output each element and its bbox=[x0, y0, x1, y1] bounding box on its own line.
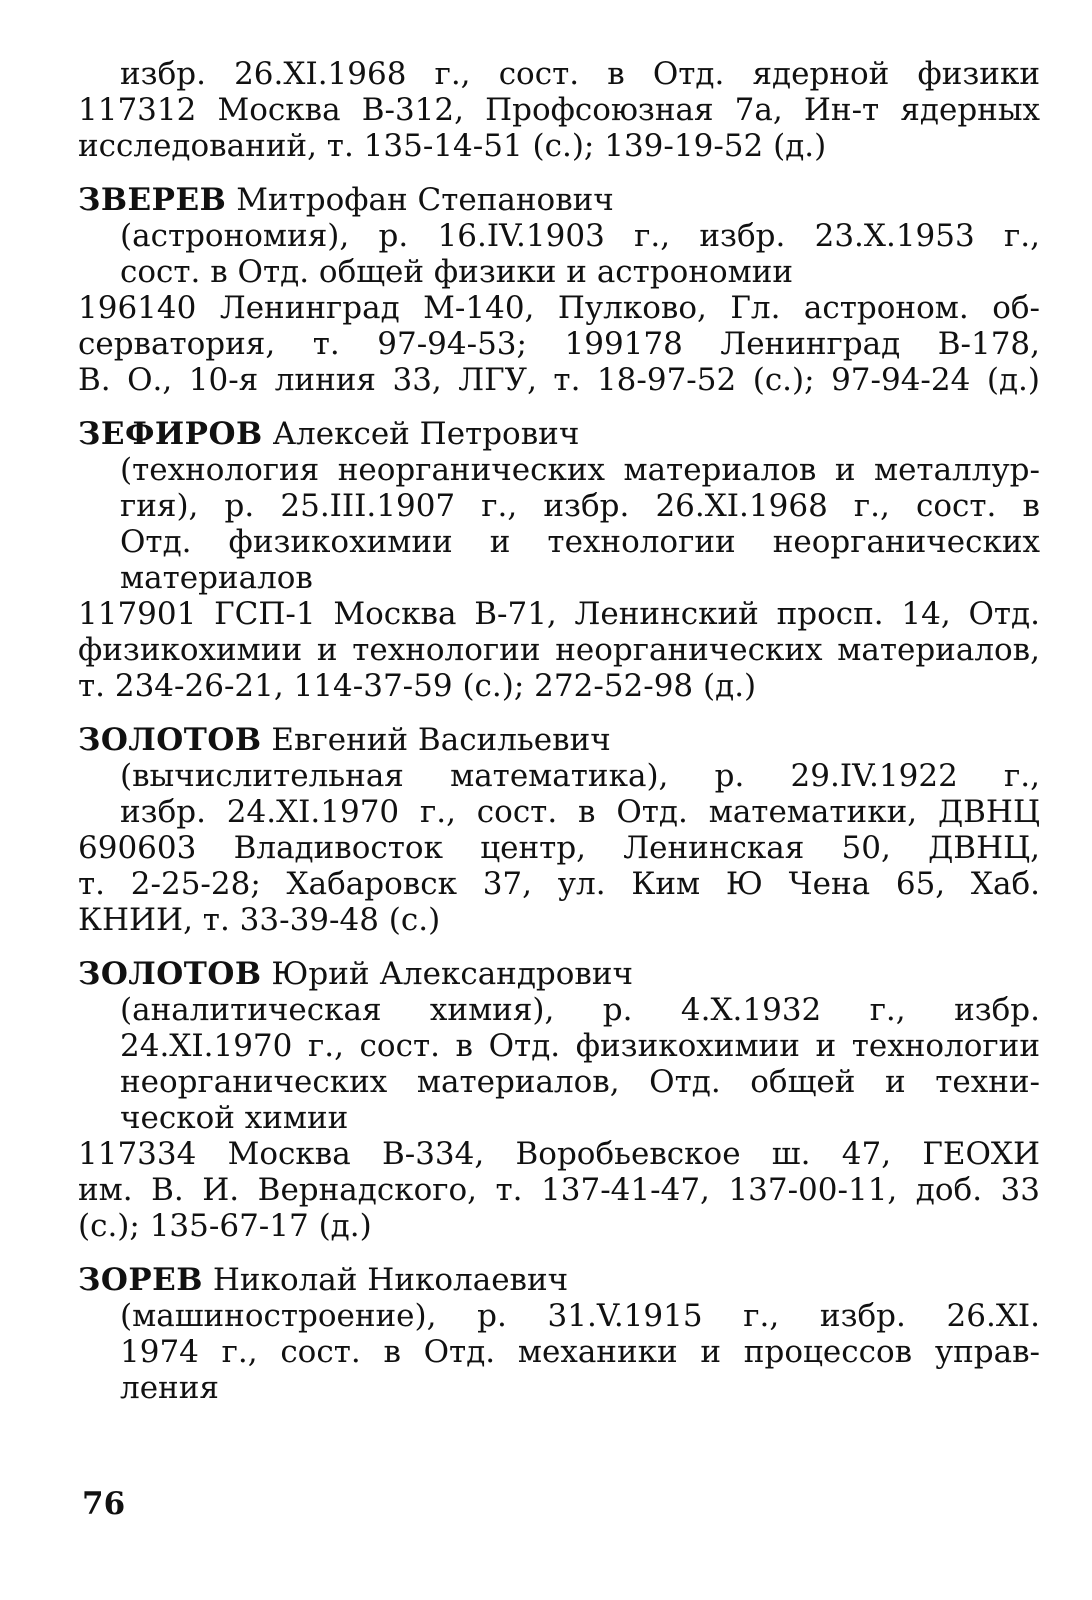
bio-line: 1974 г., сост. в Отд. механики и процессов управ- bbox=[120, 1334, 1040, 1370]
text-line: избр. 26.XI.1968 г., сост. в Отд. ядерной физики bbox=[120, 56, 1040, 92]
entry-heading bbox=[78, 956, 1040, 992]
address-line: (с.); 135-67-17 (д.) bbox=[78, 1208, 372, 1244]
address-line: 117334 Москва В-334, Воробьевское ш. 47, ГЕОХИ bbox=[78, 1136, 1040, 1172]
entry-given-names: Юрий Александрович bbox=[271, 956, 634, 992]
entry-heading bbox=[78, 416, 1040, 452]
page-number: 76 bbox=[82, 1486, 126, 1522]
directory-page bbox=[78, 56, 1040, 1406]
address-line: 690603 Владивосток центр, Ленинская 50, ДВНЦ, bbox=[78, 830, 1040, 866]
bio-line: (астрономия), р. 16.IV.1903 г., избр. 23.X.1953 г., bbox=[120, 218, 1040, 254]
directory-entry bbox=[78, 1262, 1040, 1406]
entry-given-names: Алексей Петрович bbox=[272, 416, 580, 452]
address-line: серватория, т. 97-94-53; 199178 Ленинград В-178, bbox=[78, 326, 1040, 362]
bio-line: гия), р. 25.III.1907 г., избр. 26.XI.1968 г., сост. в bbox=[120, 488, 1040, 524]
bio-line: избр. 24.XI.1970 г., сост. в Отд. математики, ДВНЦ bbox=[120, 794, 1040, 830]
entry-given-names: Митрофан Степанович bbox=[236, 182, 614, 218]
directory-entry bbox=[78, 416, 1040, 704]
entry-surname: ЗВЕРЕВ bbox=[78, 182, 227, 218]
address-line: 117901 ГСП-1 Москва В-71, Ленинский просп. 14, Отд. bbox=[78, 596, 1040, 632]
entry-surname: ЗОЛОТОВ bbox=[78, 956, 262, 992]
bio-line: (аналитическая химия), р. 4.X.1932 г., избр. bbox=[120, 992, 1040, 1028]
entry-surname: ЗОРЕВ bbox=[78, 1262, 204, 1298]
bio-line: неорганических материалов, Отд. общей и техни- bbox=[120, 1064, 1040, 1100]
address-line: КНИИ, т. 33-39-48 (с.) bbox=[78, 902, 441, 938]
address-line: В. О., 10-я линия 33, ЛГУ, т. 18-97-52 (с.); 97-94-24 (д.) bbox=[78, 362, 1040, 398]
bio-line: (машиностроение), р. 31.V.1915 г., избр. 26.XI. bbox=[120, 1298, 1040, 1334]
continuation-entry bbox=[78, 56, 1040, 164]
directory-entry bbox=[78, 956, 1040, 1244]
bio-line: (вычислительная математика), р. 29.IV.1922 г., bbox=[120, 758, 1040, 794]
directory-entry bbox=[78, 722, 1040, 938]
entry-heading bbox=[78, 722, 1040, 758]
bio-line: материалов bbox=[120, 560, 313, 596]
bio-line: ления bbox=[120, 1370, 219, 1406]
address-line: т. 234-26-21, 114-37-59 (с.); 272-52-98 (д.) bbox=[78, 668, 757, 704]
address-line: т. 2-25-28; Хабаровск 37, ул. Ким Ю Чена 65, Хаб. bbox=[78, 866, 1040, 902]
directory-entry bbox=[78, 182, 1040, 398]
entry-given-names: Николай Николаевич bbox=[212, 1262, 569, 1298]
bio-line: 24.XI.1970 г., сост. в Отд. физикохимии и технологии bbox=[120, 1028, 1040, 1064]
text-line: исследований, т. 135-14-51 (с.); 139-19-52 (д.) bbox=[78, 128, 827, 164]
address-line: им. В. И. Вернадского, т. 137-41-47, 137-00-11, доб. 33 bbox=[78, 1172, 1040, 1208]
address-line: 196140 Ленинград М-140, Пулково, Гл. астроном. об- bbox=[78, 290, 1040, 326]
text-line: 117312 Москва В-312, Профсоюзная 7а, Ин-т ядерных bbox=[78, 92, 1040, 128]
bio-line: (технология неорганических материалов и металлур- bbox=[120, 452, 1040, 488]
entry-surname: ЗОЛОТОВ bbox=[78, 722, 262, 758]
entry-heading bbox=[78, 182, 1040, 218]
address-line: физикохимии и технологии неорганических материалов, bbox=[78, 632, 1040, 668]
bio-line: Отд. физикохимии и технологии неорганических bbox=[120, 524, 1040, 560]
bio-line: ческой химии bbox=[120, 1100, 349, 1136]
bio-line: сост. в Отд. общей физики и астрономии bbox=[120, 254, 794, 290]
entry-surname: ЗЕФИРОВ bbox=[78, 416, 263, 452]
entry-given-names: Евгений Васильевич bbox=[271, 722, 611, 758]
entry-heading bbox=[78, 1262, 1040, 1298]
